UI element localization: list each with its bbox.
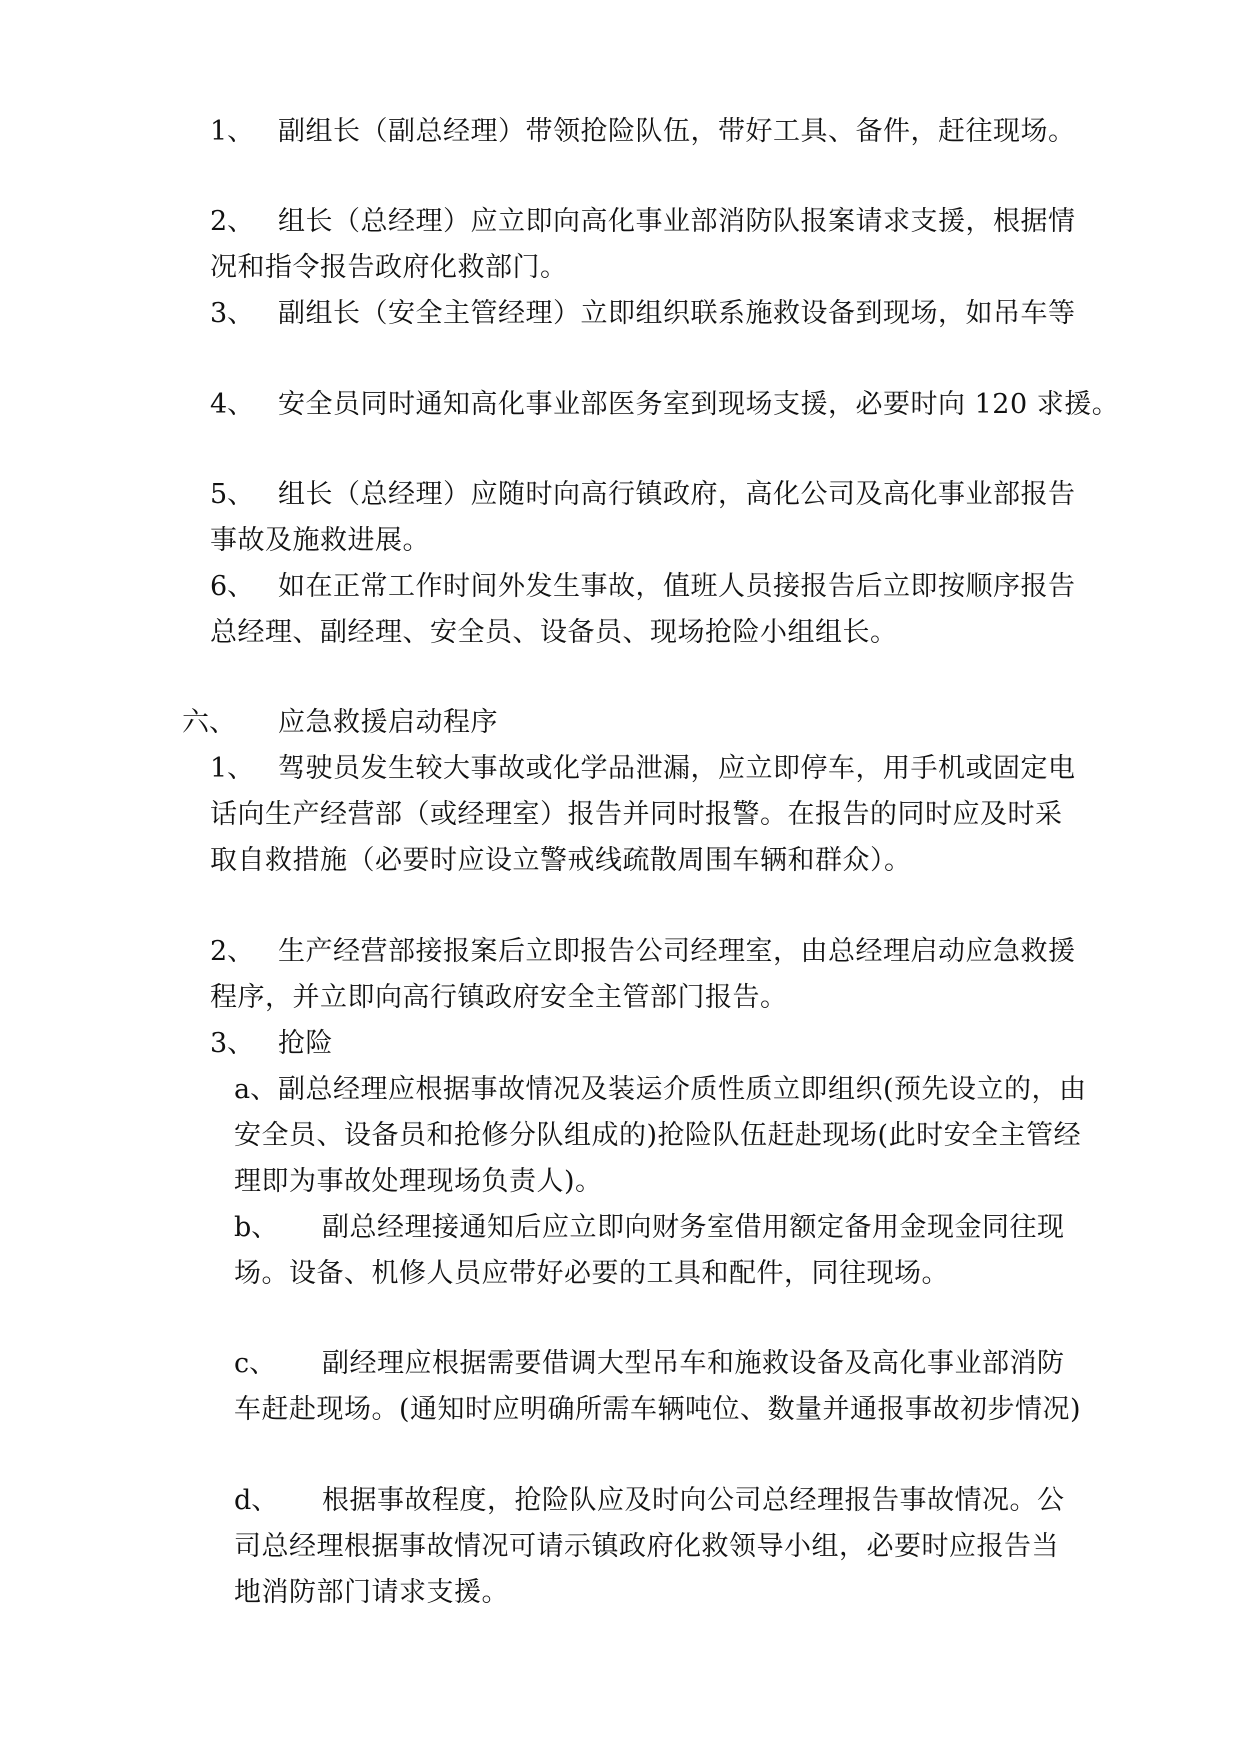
- subitem-a-number: a、: [234, 1074, 278, 1105]
- subitem-d-line-2: 司总经理根据事故情况可请示镇政府化救领导小组，必要时应报告当: [234, 1531, 1059, 1562]
- item-5-number: 5、: [210, 479, 255, 510]
- item-6-line-1: 如在正常工作时间外发生事故，值班人员接报告后立即按顺序报告: [278, 571, 1076, 602]
- item-1-line-1: 副组长（副总经理）带领抢险队伍，带好工具、备件，赶往现场。: [278, 116, 1076, 147]
- s6-item-3-line-1: 抢险: [278, 1028, 333, 1059]
- s6-item-1-number: 1、: [210, 753, 255, 784]
- item-4-line-1: 安全员同时通知高化事业部医务室到现场支援，必要时向 120 求援。: [278, 389, 1120, 420]
- subitem-d-number: d、: [234, 1485, 279, 1516]
- s6-item-1-line-3: 取自救措施（必要时应设立警戒线疏散周围车辆和群众）。: [210, 845, 912, 876]
- section-6-number: 六、: [182, 707, 236, 738]
- s6-item-1-line-2: 话向生产经营部（或经理室）报告并同时报警。在报告的同时应及时采: [210, 799, 1063, 830]
- item-2-number: 2、: [210, 206, 255, 237]
- item-6-line-2: 总经理、副经理、安全员、设备员、现场抢险小组组长。: [210, 617, 898, 648]
- subitem-a-line-3: 理即为事故处理现场负责人)。: [234, 1166, 603, 1197]
- item-2-line-2: 况和指令报告政府化救部门。: [210, 252, 568, 283]
- subitem-b-line-1: 副总经理接通知后应立即向财务室借用额定备用金现金同往现: [322, 1212, 1065, 1243]
- subitem-b-number: b、: [234, 1212, 279, 1243]
- subitem-d-line-1: 根据事故程度，抢险队应及时向公司总经理报告事故情况。公: [322, 1485, 1065, 1516]
- item-5-line-2: 事故及施救进展。: [210, 525, 430, 556]
- s6-item-1-line-1: 驾驶员发生较大事故或化学品泄漏，应立即停车，用手机或固定电: [278, 753, 1076, 784]
- item-4-number: 4、: [210, 389, 255, 420]
- item-5-line-1: 组长（总经理）应随时向高行镇政府，高化公司及高化事业部报告: [278, 479, 1076, 510]
- subitem-a-line-1: 副总经理应根据事故情况及装运介质性质立即组织(预先设立的，由: [278, 1074, 1087, 1105]
- item-3-number: 3、: [210, 298, 255, 329]
- s6-item-2-number: 2、: [210, 936, 255, 967]
- item-2-line-1: 组长（总经理）应立即向高化事业部消防队报案请求支援，根据情: [278, 206, 1076, 237]
- item-3-line-1: 副组长（安全主管经理）立即组织联系施救设备到现场，如吊车等: [278, 298, 1076, 329]
- subitem-d-line-3: 地消防部门请求支援。: [234, 1577, 509, 1608]
- s6-item-3-number: 3、: [210, 1028, 255, 1059]
- subitem-c-line-2: 车赶赴现场。(通知时应明确所需车辆吨位、数量并通报事故初步情况): [234, 1394, 1082, 1425]
- subitem-b-line-2: 场。设备、机修人员应带好必要的工具和配件，同往现场。: [234, 1258, 949, 1289]
- s6-item-2-line-2: 程序，并立即向高行镇政府安全主管部门报告。: [210, 982, 788, 1013]
- subitem-c-number: c、: [234, 1348, 277, 1379]
- s6-item-2-line-1: 生产经营部接报案后立即报告公司经理室，由总经理启动应急救援: [278, 936, 1076, 967]
- item-6-number: 6、: [210, 571, 255, 602]
- section-6-title: 应急救援启动程序: [278, 707, 498, 738]
- subitem-a-line-2: 安全员、设备员和抢修分队组成的)抢险队伍赶赴现场(此时安全主管经: [234, 1120, 1082, 1151]
- subitem-c-line-1: 副经理应根据需要借调大型吊车和施救设备及高化事业部消防: [322, 1348, 1065, 1379]
- item-1-number: 1、: [210, 116, 255, 147]
